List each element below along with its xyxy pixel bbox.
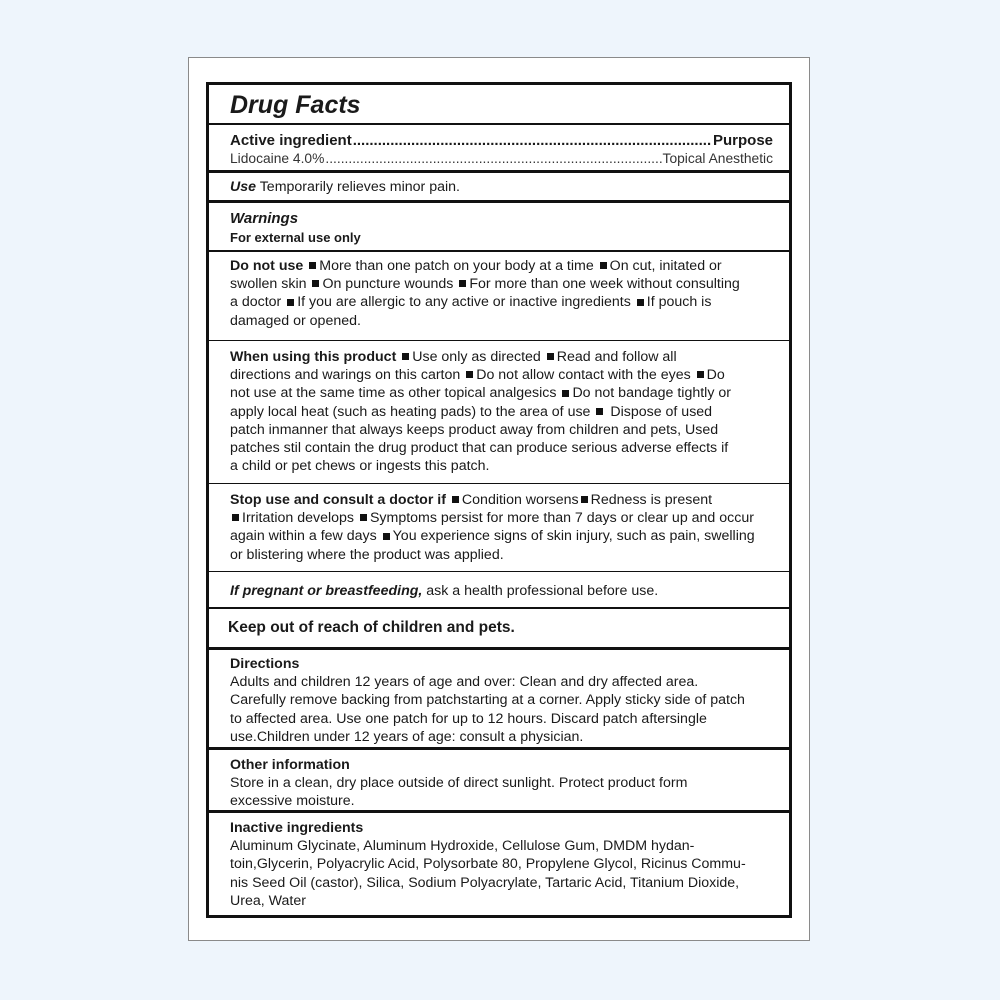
bullet-square-icon bbox=[547, 353, 554, 360]
text: If you are allergic to any active or inactive ingredients bbox=[297, 294, 635, 311]
active-ingredient-header bbox=[230, 132, 773, 150]
bullet-square-icon bbox=[383, 533, 390, 540]
divider bbox=[209, 123, 789, 125]
text: a child or pet chews or ingests this patch. bbox=[230, 458, 490, 475]
bullet-square-icon bbox=[360, 514, 367, 521]
text: directions and warings on this carton bbox=[230, 367, 465, 384]
text: swollen skin bbox=[230, 276, 311, 293]
inactive-ingredients-heading: Inactive ingredients bbox=[230, 820, 364, 836]
text: Dispose of used bbox=[606, 403, 713, 420]
divider bbox=[209, 571, 789, 572]
text: Use only as directed bbox=[412, 349, 545, 365]
use-label: Use bbox=[230, 179, 257, 195]
text: Symptoms persist for more than 7 days or clear up and occur bbox=[369, 510, 754, 527]
text: Carefully remove backing from patchstarting at a corner. Apply sticky side of patch bbox=[230, 692, 745, 709]
text: Irritation develops bbox=[242, 510, 358, 527]
text: Read and follow all bbox=[556, 349, 677, 365]
active-ingredient-label: Active ingredient bbox=[230, 132, 352, 149]
text: Do bbox=[706, 367, 725, 384]
divider bbox=[209, 747, 789, 750]
purpose-label: Purpose bbox=[712, 132, 773, 149]
text: You experience signs of skin injury, such as pain, swelling bbox=[392, 528, 755, 545]
bullet-square-icon bbox=[232, 514, 239, 521]
leader-dots bbox=[325, 150, 661, 168]
divider bbox=[209, 340, 789, 341]
text: More than one patch on your body at a time bbox=[319, 258, 598, 274]
drug-facts-title: Drug Facts bbox=[230, 91, 361, 119]
text: Urea, Water bbox=[230, 892, 306, 909]
bullet-square-icon bbox=[309, 262, 316, 269]
text: use.Children under 12 years of age: consult a physician. bbox=[230, 728, 584, 745]
text: to affected area. Use one patch for up to 12 hours. Discard patch aftersingle bbox=[230, 710, 707, 727]
ingredient-value: Lidocaine 4.0% bbox=[230, 151, 325, 166]
purpose-value: Topical Anesthetic bbox=[662, 151, 773, 166]
bullet-square-icon bbox=[562, 390, 569, 397]
text: If pouch is bbox=[646, 294, 712, 311]
keep-out-of-reach: Keep out of reach of children and pets. bbox=[228, 619, 515, 636]
text: Do not bandage tightly or bbox=[572, 385, 731, 402]
do-not-use-label: Do not use bbox=[230, 258, 308, 274]
text: again within a few days bbox=[230, 528, 381, 545]
text: excessive moisture. bbox=[230, 793, 355, 810]
divider bbox=[209, 170, 789, 173]
use-section bbox=[230, 178, 785, 196]
text: or blistering where the product was applied. bbox=[230, 546, 504, 563]
bullet-square-icon bbox=[459, 280, 466, 287]
directions-heading: Directions bbox=[230, 656, 300, 672]
text: On puncture wounds bbox=[322, 276, 458, 293]
bullet-square-icon bbox=[581, 496, 588, 503]
divider bbox=[209, 200, 789, 203]
bullet-square-icon bbox=[697, 371, 704, 378]
text: Condition worsens bbox=[461, 492, 579, 508]
other-information-heading: Other information bbox=[230, 757, 350, 773]
bullet-square-icon bbox=[466, 371, 473, 378]
use-text: Temporarily relieves minor pain. bbox=[256, 179, 460, 195]
active-ingredient-row bbox=[230, 150, 773, 168]
leader-dots bbox=[353, 132, 712, 150]
text: Aluminum Glycinate, Aluminum Hydroxide, Cellulose Gum, DMDM hydan- bbox=[230, 838, 695, 855]
other-information-section bbox=[230, 756, 785, 811]
pregnancy-warning bbox=[230, 582, 785, 600]
stop-use-label: Stop use and consult a doctor if bbox=[230, 492, 450, 508]
text: apply local heat (such as heating pads) to the area of use bbox=[230, 403, 595, 420]
stop-use-section bbox=[230, 491, 785, 564]
when-using-label: When using this product bbox=[230, 349, 401, 365]
text: Do not allow contact with the eyes bbox=[476, 367, 695, 384]
text: On cut, initated or bbox=[609, 258, 722, 274]
divider bbox=[209, 250, 789, 252]
warnings-heading: Warnings bbox=[230, 210, 299, 227]
bullet-square-icon bbox=[312, 280, 319, 287]
bullet-square-icon bbox=[596, 408, 603, 415]
do-not-use-section bbox=[230, 257, 785, 330]
external-use-note: For external use only bbox=[230, 230, 361, 245]
text: patches stil contain the drug product that can produce serious adverse effects if bbox=[230, 440, 729, 457]
text: Redness is present bbox=[590, 492, 713, 508]
text: Adults and children 12 years of age and over: Clean and dry affected area. bbox=[230, 674, 699, 691]
text: Store in a clean, dry place outside of direct sunlight. Protect product form bbox=[230, 775, 688, 792]
text: nis Seed Oil (castor), Silica, Sodium Polyacrylate, Tartaric Acid, Titanium Dioxide, bbox=[230, 874, 740, 891]
divider bbox=[209, 483, 789, 484]
text: patch inmanner that always keeps product away from children and pets, Used bbox=[230, 421, 719, 438]
directions-section bbox=[230, 655, 785, 746]
text: damaged or opened. bbox=[230, 312, 361, 329]
bullet-square-icon bbox=[402, 353, 409, 360]
divider bbox=[209, 647, 789, 650]
bullet-square-icon bbox=[637, 299, 644, 306]
bullet-square-icon bbox=[287, 299, 294, 306]
divider bbox=[209, 607, 789, 609]
text: toin,Glycerin, Polyacrylic Acid, Polysorbate 80, Propylene Glycol, Ricinus Commu- bbox=[230, 856, 746, 873]
bullet-square-icon bbox=[452, 496, 459, 503]
text: ask a health professional before use. bbox=[422, 583, 659, 599]
divider bbox=[209, 810, 789, 813]
text: For more than one week without consulting bbox=[469, 276, 740, 293]
pregnancy-label: If pregnant or breastfeeding, bbox=[230, 583, 423, 599]
drug-facts-panel bbox=[206, 82, 792, 918]
text: not use at the same time as other topical analgesics bbox=[230, 385, 561, 402]
bullet-square-icon bbox=[600, 262, 607, 269]
text: a doctor bbox=[230, 294, 286, 311]
when-using-section bbox=[230, 348, 785, 475]
inactive-ingredients-section bbox=[230, 819, 785, 910]
